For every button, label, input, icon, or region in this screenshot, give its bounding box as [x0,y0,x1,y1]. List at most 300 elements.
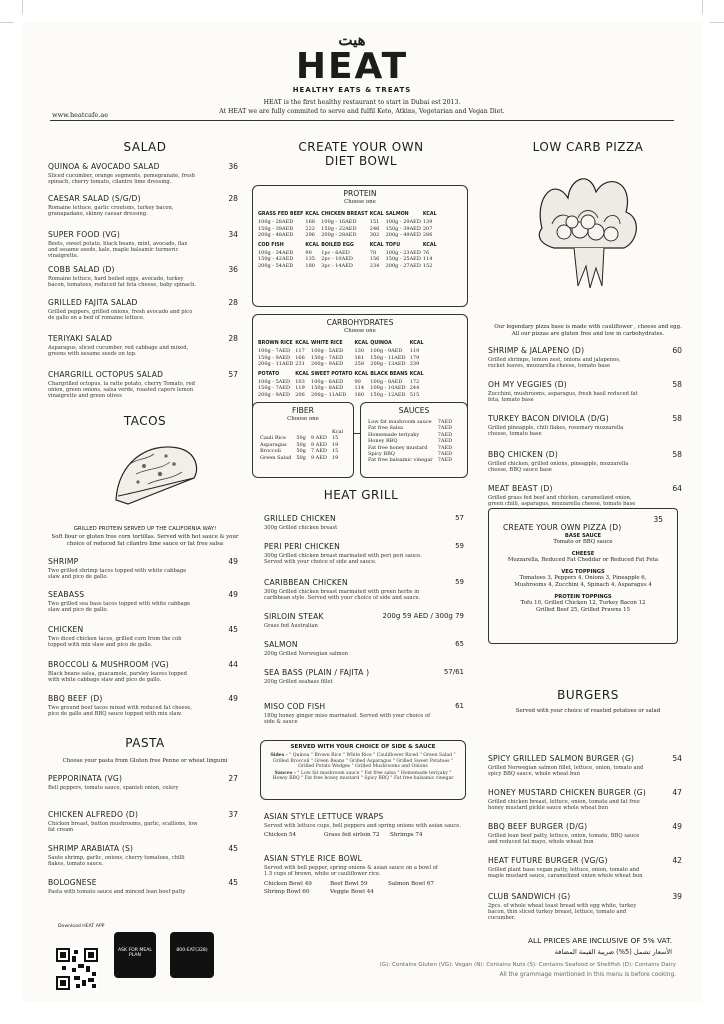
intro-line: At HEAT we are fully commited to serve and fulfil Keto, Atkins, Vegetarian and Vegan Diet. [219,108,505,115]
table-cell: 150g - 22AED [321,225,357,232]
item-price: 37 [228,810,238,819]
table-cell: 200g - 27AED [385,262,421,269]
pizza-intro [488,324,688,338]
item-price: 60 [672,346,682,355]
wrap-options [264,832,474,841]
table-cell: 150g - 7AED [311,354,344,361]
item-name: SHRIMP ARABIATA (S) [48,844,134,853]
phone-button[interactable]: 800-EAT(328) [170,932,214,978]
menu-item-heat-future-burger-vg-g [488,856,682,879]
option-price: Salmon Bowl 67 [388,880,434,887]
burgers-title: BURGERS [557,688,619,702]
item-desc: Grilled lean beef patty, lettuce, onion, tomato, BBQ sauce and reduced fat mayo, whole wheat bun [488,833,640,846]
menu-item-chargrill-octopus-salad [48,370,238,400]
item-name: ASIAN STYLE RICE BOWL [264,854,363,863]
table-cell: Fat free Salsa [368,425,404,432]
menu-item-shrimp-arabiata-s [48,844,238,867]
item-price: 49 [228,557,238,566]
kcal-header: KCAL [305,212,320,217]
fiber-title: FIBER [292,406,314,415]
table-cell: 258 [354,361,365,368]
item-price: 49 [228,590,238,599]
meal-plan-button[interactable]: ASK FOR MEAL PLAN [114,932,156,978]
create-pizza-box [488,508,678,644]
table-header-row [257,372,425,379]
kcal-header: KCAL [354,341,369,346]
item-name: QUINOA & AVOCADO SALAD [48,162,160,171]
sides-label: Sides - [270,753,288,758]
item-desc: Grilled chicken breast, lettuce, onion, tomato and fat free honey mustard pickle sauce whole wheat bun [488,799,640,812]
item-desc: Beets, sweet potato, black beans, mint, avocado, flax and sesame seeds, kale, maple balsamic turmeric vinaigrette. [48,241,188,260]
item-desc: Two diced chicken tacos, grilled corn from the cob topped with mix slaw and pico de gallo. [48,636,182,649]
table-cell: 9 AED [310,454,327,461]
table-cell: 246 [369,225,380,232]
item-name: BBQ BEEF (D) [48,694,103,703]
table-cell: 50g [296,454,306,461]
sauces-label: Sauces - [274,770,296,776]
item-name: PEPPORINATA (VG) [48,774,123,783]
table-cell: 100g - 5AED [258,379,291,386]
create-pizza-price: 35 [653,515,663,524]
menu-item-turkey-bacon-diviola-d-g [488,414,682,437]
table-cell: 239 [409,361,420,368]
item-price: 36 [228,265,238,274]
table-cell: Fat free balsamic vinegar [368,457,433,464]
menu-item-chicken [48,625,238,648]
item-name: HONEY MUSTARD CHICKEN BURGER (G) [488,788,646,797]
table-cell: 9 AED [310,441,327,448]
vat-note-arabic: الأسعار تشمل (5%) ضريبة القيمة المضافة [554,948,672,956]
item-desc: Black beans salsa, guacamole, parsley leaves topped with white cabbage slaw and pico de gallo. [48,671,187,684]
menu-item-shrimp-jalapeno-d [488,346,682,369]
tacos-title: TACOS [123,414,167,428]
item-desc: Grilled chicken, grilled onions, pineapple, mozzarella cheese, BBQ sauce base [488,461,629,474]
table-cell: 7AED [437,444,453,451]
heat-logo [252,32,452,94]
item-name: SUPER FOOD (VG) [48,230,121,239]
item-name: BBQ BEEF BURGER (D/G) [488,822,588,831]
item-name: CHARGRILL OCTOPUS SALAD [48,370,164,379]
create-pizza-header [503,515,663,531]
item-desc: Two grilled shrimp tacos topped with white cabbage slaw and pico de gallo. [48,568,187,581]
table-cell: 302 [369,232,380,239]
table-cell: 90 [305,250,312,257]
item-desc: Grilled shrimps, lemon zest, onions and jalapenos, rocket leaves, mozzarella cheese, tomato base [488,357,621,370]
table-cell: 119 [409,348,420,355]
menu-item-oh-my-veggies-d [488,380,682,403]
table-cell: 100g - 9AED [370,348,403,355]
table-cell: 117 [295,348,305,355]
item-price: 57 [455,514,464,522]
menu-item-bbq-beef-d [48,694,238,717]
item-desc: Grilled plant base vegan patty, lettuce, onion, tomato and maple mustard sauce, caramelized onion whole wheat bun [488,867,643,880]
kcal-header: KCAL [305,242,320,248]
column-header: BROWN RICE [258,341,293,346]
table-cell: 150g - 12AED [370,391,406,398]
fiber-table [259,429,344,461]
column-header: COD FISH [258,242,284,248]
item-price: 34 [228,230,238,239]
kcal-header: KCAL [422,242,437,248]
table-cell: 150g - 25AED [385,256,421,263]
item-price: 28 [228,298,238,307]
item-name: GRILLED CHICKEN [264,514,336,523]
table-cell: Honey BBQ [368,438,398,445]
table-cell: 200g - 9AED [258,391,291,398]
column-header: BLACK BEANS [370,371,408,377]
burgers-intro: Served with your choice of roasted potatoes or salad [515,708,661,714]
column-header: BOILED EGG [321,242,354,248]
item-desc: 200g Grilled seabass fillet [264,679,333,685]
table-cell: 100g - 8AED [370,379,403,386]
fiber-box [252,402,354,478]
table-cell: 7AED [437,451,453,458]
table-cell: 19 [331,441,339,448]
table-cell: 100g - 23AED [385,250,421,257]
item-price: 36 [228,162,238,171]
table-cell: 152 [422,262,433,269]
sides-text [261,750,465,770]
option-price: Chicken 54 [264,832,297,839]
option-price: Veggie Bowl 44 [330,888,374,895]
item-desc: Chargrilled octopus, la ratte potato, cherry Tomato, red onion, green onions, salsa verde, roasted capers lemon vinaigrette and green olives [48,381,195,400]
table-cell: 150g - 11AED [370,354,406,361]
table-cell: 15 [331,435,339,442]
cheese-label: CHEESE [571,551,595,557]
item-name: SIRLOIN STEAK [264,612,324,621]
item-price: 58 [672,380,682,389]
table-cell: 206 [295,391,305,398]
item-price: 49 [672,822,682,831]
item-name: MEAT BEAST (D) [488,484,553,493]
kcal-header: KCAL [295,371,310,377]
table-cell: 150g - 8AED [311,385,344,392]
kcal-header: KCAL [409,371,424,377]
fiber-sub: Choose one [287,416,319,422]
table-cell: 200g - 48AED [258,232,294,239]
menu-item-bolognese [48,878,238,895]
download-app-label: Download HEAT APP [58,924,105,929]
menu-item-bbq-beef-burger-d-g [488,822,682,845]
logo-arabic: هيت [338,31,366,49]
table-cell: 114 [422,256,433,263]
kcal-header: KCAL [295,341,310,346]
item-desc: Served with lettuce cups, bell peppers and spring onions with asian sauce. [264,823,462,829]
menu-item-salmon [264,640,464,657]
table-cell: 50g [296,448,306,455]
table-cell: 200g - 11AED [258,361,294,368]
option-price: Chicken Bowl 49 [264,880,312,887]
table-cell: 100g - 29AED [385,219,421,226]
grill-title: HEAT GRILL [323,488,399,502]
dietary-legend: (G): Contains Gluten (VG): Vegan (N): Contains Nuts (S): Contains Seafood or Shellfish (D): Contains Dairy [379,962,676,968]
menu-item-spicy-grilled-salmon-burger-g [488,754,682,777]
protein-table [257,212,438,269]
table-row [257,392,425,398]
vat-note: ALL PRICES ARE INCLUSIVE OF 5% VAT. [527,936,672,945]
item-price: 45 [228,878,238,887]
item-desc: Asparagus, sliced cucumber, red cabbage and mixed, greens with sesame seeds on top. [48,345,189,358]
pizza-title: LOW CARB PIZZA [532,140,644,154]
menu-item-shrimp [48,557,238,580]
table-row [257,256,438,262]
item-desc: Two grilled sea bass tacos topped with white cabbage slaw and pico de gallo. [48,601,191,614]
pizza-intro-line: All our pizzas are gluten free and low in carbohydrates. [511,331,665,337]
item-name: BOLOGNESE [48,878,97,887]
trim-mark [702,0,703,14]
menu-item-bbq-chicken-d [488,450,682,473]
table-cell: 156 [369,256,380,263]
menu-item-broccoli-mushroom-vg [48,660,238,683]
menu-item-club-sandwich-g [488,892,682,922]
table-cell: 130 [354,348,365,355]
table-cell: Green Salad [260,454,292,461]
option-price: Shrimps 74 [390,832,423,839]
menu-item-caribbean-chicken [264,578,464,601]
table-cell: 100g - 6AED [311,379,344,386]
table-cell: 296 [305,232,315,239]
veg-toppings-line: Tomatoes 3, Peppers 4, Onions 3, Pineapple 6, [519,575,647,581]
item-price: 27 [228,774,238,783]
table-header-row [257,341,425,348]
menu-item-teriyaki-salad [48,334,238,357]
item-desc: 300g Grilled chicken breast marinated with green herbs in caribbean style. Served with your choice of side and sauce. [264,589,421,602]
item-price: 59 [455,578,464,586]
table-cell: 166 [295,354,305,361]
table-cell: 231 [295,361,305,368]
table-header-row [257,243,438,250]
table-cell: Spicy BBQ [368,451,395,458]
column-header: QUINOA [370,341,392,346]
logo-tagline: HEALTHY EATS & TREATS [292,86,412,94]
menu-item-sea-bass-plain-fajita [264,668,464,685]
item-desc: Romaine lettuce, hard boiled eggs, avocado, turkey bacon, tomatoes, reduced fat feta cheese, baby spinach. [48,276,196,289]
table-cell: 244 [409,385,420,392]
menu-item-caesar-salad-s-g-d [48,194,238,217]
item-price: 61 [455,702,464,710]
table-cell: 9 AED [310,435,327,442]
item-name: PERI PERI CHICKEN [264,542,341,551]
table-cell: 150g - 39AED [385,225,421,232]
table-cell: 200g - 49AED [385,232,421,239]
logo-wordmark: HEAT [295,46,409,87]
item-name: SPICY GRILLED SALMON BURGER (G) [488,754,635,763]
column-header: SWEET POTATO [311,371,353,377]
table-cell: 200g - 28AED [321,232,357,239]
table-cell: 7 AED [310,448,327,455]
column-header: GRASS FED BEEF [258,212,304,217]
table-cell: 286 [422,232,433,239]
item-desc: Grass fed Australian [264,623,318,629]
sauces-table [367,419,456,464]
table-cell: Asparagus [260,441,287,448]
item-desc: Grilled pineapple, chili flakes, rosemary mozzarella cheese, tomato base [488,425,624,438]
option-price: Grass fed sirloin 72 [324,832,380,839]
table-cell: 7AED [437,425,453,432]
item-desc: 300g Grilled chicken breast marinated with peri peri sauce. Served with your choice of side and sauce. [264,553,422,566]
table-cell: 150g - 42AED [258,256,294,263]
trim-mark [0,22,14,23]
sides-list: " Quinoa " Brown Rice " White Rice " Cauliflower Riced " Green Salad " Grilled Broccoli " Green Beans " Grilled Asparagus " Grilled Sweet Potatoes " Grilled Potato Wedges " Grilled Mushrooms and Onions [272,753,456,770]
item-desc: Romaine lettuce, garlic croutons, turkey bacon, granapadano, skinny caesar dressing. [48,205,174,218]
carbs-sub: Choose one [344,328,376,334]
item-name: HEAT FUTURE BURGER (VG/G) [488,856,608,865]
table-row [257,361,425,367]
table-row [259,435,344,441]
cauliflower-illustration [534,168,644,292]
lettuce-wraps-item [264,812,474,841]
item-desc: Zucchini, mushrooms, asparagus, fresh basil reduced fat feta, tomato base [488,391,638,404]
table-cell: 100g - 28AED [258,219,294,226]
menu-item-chicken-alfredo-d [48,810,238,833]
table-cell: 172 [409,379,420,386]
table-cell: 222 [305,225,315,232]
item-price: 58 [672,414,682,423]
item-name: CAESAR SALAD (S/G/D) [48,194,141,203]
base-sauce-label: BASE SAUCE [564,533,602,539]
table-cell: 1pc - 6AED [321,250,350,257]
item-desc: 2pcs. of whole wheat toast bread with egg white, turkey bacon, thin sliced turkey breast, lettuce, tomato and cucumber. [488,903,637,922]
item-desc: Sliced cucumber, orange segments, pomegranate, fresh spinach, cherry tomato, cilantro lime dressing. [48,173,196,186]
protein-toppings-line: Tofu 10, Grilled Chicken 12, Turkey Bacon 12 [520,600,646,606]
table-cell: 200g - 9AED [311,361,344,368]
menu-item-super-food-vg [48,230,238,260]
item-desc: Pasta with tomato sauce and minced lean beef patty [48,889,186,895]
item-price: 64 [672,484,682,493]
protein-toppings-label: PROTEIN TOPPINGS [554,594,612,600]
item-name: GRILLED FAJITA SALAD [48,298,138,307]
sauces-title: SAUCES [398,406,430,415]
table-row [259,448,344,454]
table-cell: 90 [354,379,361,386]
item-name: ASIAN STYLE LETTUCE WRAPS [264,812,384,821]
option-price: Shrimp Bowl 60 [264,888,310,895]
item-name: OH MY VEGGIES (D) [488,380,567,389]
website-link[interactable]: www.heatcafe.ae [52,111,109,119]
grammage-note: All the grammage mentioned in this menu is before cooking. [499,972,676,978]
table-cell: 19 [331,454,339,461]
item-name: SALMON [264,640,298,649]
item-price: 45 [228,844,238,853]
sauces-list: " Low fat mushroom sauce " Fat free salsa " Homemade teriyaky " Honey BBQ " Fat free honey mustard " Spicy BBQ " Fat free balsamic vinegar [272,770,454,782]
table-cell: 200g - 13AED [370,361,406,368]
veg-toppings-label: VEG TOPPINGS [561,569,605,575]
item-name: CHICKEN [48,625,84,634]
table-cell: Cauli Rice [260,435,286,442]
intro-text [192,98,532,116]
table-cell: Fat free honey mustard [368,444,428,451]
diet-bowl-title-line: CREATE YOUR OWN [298,140,424,154]
salad-title: SALAD [123,140,167,154]
item-desc: Saute shrimp, garlic, onions, cherry tomatoes, chilli flakes, tomato sauce. [48,855,185,868]
item-price: 39 [672,892,682,901]
protein-box [252,185,468,307]
item-name: BROCCOLI & MUSHROOM (VG) [48,660,169,669]
carbs-title: CARBOHYDRATES [326,318,394,327]
table-cell: 100g - 7AED [258,348,291,355]
menu-item-grilled-fajita-salad [48,298,238,321]
table-cell: 76 [422,250,430,257]
table-row [257,232,438,238]
table-cell: 180 [305,262,315,269]
table-cell: 100g - 10AED [370,385,406,392]
trim-mark [22,0,23,14]
kcal-header: KCAL [409,341,424,346]
table-cell: 150g - 39AED [258,225,294,232]
table-cell: 515 [409,391,420,398]
table-cell: 50g [296,435,306,442]
item-price: 49 [228,694,238,703]
table-cell: 3pc - 14AED [321,262,353,269]
menu-sheet [22,22,702,1002]
item-desc: Grilled peppers, grilled onions, fresh avocado and pico de gallo on a bed of romaine lettuce. [48,309,193,322]
menu-item-miso-cod-fish [264,702,464,725]
table-cell: Broccoli [260,448,281,455]
table-row [257,263,438,269]
item-name: BBQ CHICKEN (D) [488,450,559,459]
table-cell: 207 [422,225,433,232]
table-cell: 179 [409,354,420,361]
item-name: CARIBBEAN CHICKEN [264,578,348,587]
qr-code-icon[interactable] [56,948,98,990]
table-cell: 2pc - 10AED [321,256,353,263]
item-desc: 300g Grilled chicken breast [264,525,338,531]
intro-line: HEAT is the first healthy restaurant to start in Dubai est 2013. [263,99,461,106]
table-cell: 15 [331,448,339,455]
table-cell: 114 [354,385,365,392]
veg-toppings-line: Mushrooms 4, Zucchini 4, Spinach 4, Asparagus 4 [514,582,652,588]
item-price: 59 [455,542,464,550]
sauces-text [261,770,465,782]
table-row [367,457,456,463]
table-cell: 135 [305,256,315,263]
table-cell: 151 [369,219,380,226]
column-header: WHITE RICE [311,341,343,346]
item-price: 57 [228,370,238,379]
item-desc: Bell peppers, tomato sauce, spanish onion, celery [48,785,179,791]
bowl-options [264,881,474,899]
protein-toppings-line: Grilled Beef 25, Grilled Prawns 15 [536,607,630,613]
base-sauce-value: Tomato or BBQ sauce [553,539,613,545]
taco-illustration [108,434,204,514]
table-cell: 100g - 34AED [258,250,294,257]
table-cell: 78 [369,250,377,257]
column-header: TOFU [385,242,401,248]
item-price: 44 [228,660,238,669]
item-price: 54 [672,754,682,763]
menu-item-quinoa-avocado-salad [48,162,238,185]
table-cell: 180 [354,391,365,398]
protein-title: PROTEIN [343,189,377,198]
table-cell: 50g [296,441,306,448]
item-name: SHRIMP [48,557,79,566]
table-cell: 119 [295,385,305,392]
item-name: CHICKEN ALFREDO (D) [48,810,139,819]
item-price: 200g 59 AED / 300g 79 [382,612,464,620]
item-price: 42 [672,856,682,865]
table-cell: 7AED [437,419,453,425]
table-row [259,455,344,461]
table-cell: 181 [354,354,365,361]
item-name: TURKEY BACON DIVIOLA (D/G) [488,414,609,423]
diet-bowl-title [250,140,472,168]
column-header: CHICKEN BREAST [321,212,368,217]
kcal-header: KCAL [422,212,437,217]
table-row [257,385,425,391]
item-desc: 180g honey ginger miso marinated. Served with your choice of side & sauce [264,713,431,726]
trim-mark [710,22,724,23]
tacos-intro-heading: GRILLED PROTEIN SERVED UP THE CALIFORNIA WAY! [73,526,217,532]
